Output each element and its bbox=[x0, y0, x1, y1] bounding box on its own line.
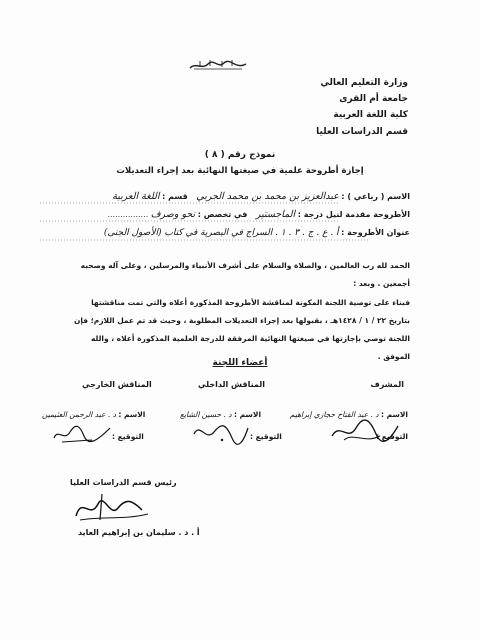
external-examiner-title: المناقش الخارجي bbox=[82, 380, 152, 389]
internal-sign-line bbox=[250, 432, 282, 441]
external-name-label: الاسم : bbox=[118, 410, 146, 419]
thesis-label: عنوان الأطروحة : bbox=[341, 228, 410, 237]
degree-value: الماجستير bbox=[255, 209, 296, 220]
dotted-fill: ................ bbox=[107, 210, 149, 219]
department-name: قسم الدراسات العليا bbox=[316, 127, 408, 137]
form-title: إجازة أطروحة علمية في صيغتها النهائية بعد إجراء التعديلات bbox=[116, 166, 364, 176]
specialization-value: نحو وصرف bbox=[150, 209, 196, 220]
head-role: رئيس قسم الدراسات العليا bbox=[70, 478, 177, 487]
body-paragraph: فبناء على توصية اللجنة المكونة لمناقشة الأطروحة المذكورة أعلاه والتي تمت مناقشتها بتاريخ ٢٢ / ١ / ١٤٢٨هـ ، بقبولها بعد إجراء التعديلات المطلوبة ، وحيث قد تم عمل اللازم؛ فإن اللجنة توصي بإجازتها في صيغتها النهائية المرفقة للدرجة العلمية المذكورة أعلاه ، والله الموفق . bbox=[73, 298, 410, 361]
internal-examiner-title: المناقش الداخلي bbox=[198, 380, 265, 389]
basmala-calligraphy bbox=[188, 58, 248, 72]
internal-examiner-signature bbox=[192, 420, 250, 446]
college-name: كلية اللغة العربية bbox=[333, 110, 408, 120]
specialization-label: في تخصص : bbox=[197, 210, 248, 219]
dept-label: قسم : bbox=[162, 192, 188, 201]
internal-name-label: الاسم : bbox=[234, 410, 262, 419]
dept-value: اللغة العربية bbox=[112, 191, 160, 202]
opening-paragraph: الحمد لله رب العالمين ، والصلاة والسلام على أشرف الأنبياء والمرسلين ، وعلى آله وصحبه أجمعين . وبعد : bbox=[80, 261, 410, 288]
name-label: الاسم ( رباعي ) : bbox=[341, 192, 410, 201]
handwriting-underlines bbox=[40, 203, 410, 243]
supervisor-name-label: الاسم : bbox=[380, 410, 408, 419]
university-name: جامعة أم القرى bbox=[339, 94, 408, 104]
head-name: أ . د . سليمان بن إبراهيم العايد bbox=[78, 528, 200, 537]
committee-title: أعضاء اللجنة bbox=[212, 358, 268, 368]
supervisor-title: المشرف bbox=[370, 380, 404, 389]
external-sign-line bbox=[112, 432, 144, 441]
external-examiner-signature bbox=[52, 422, 112, 446]
internal-name-line bbox=[180, 410, 261, 419]
head-signature bbox=[72, 490, 152, 524]
ministry-name: وزارة التعليم العالي bbox=[320, 78, 408, 88]
internal-sign-label: التوقيع : bbox=[250, 432, 282, 441]
external-examiner-name: د . عبد الرحمن العثيمين bbox=[42, 410, 116, 419]
thesis-value: أ . ع . ج . ٣ . ١ . السراج في البصرية في كتاب (الأصول الجنى) bbox=[103, 228, 339, 238]
external-name-line bbox=[42, 410, 145, 419]
external-sign-label: التوقيع : bbox=[112, 432, 144, 441]
degree-label: الأطروحة مقدمة لنيل درجة : bbox=[297, 210, 410, 219]
supervisor-name: د . عبد الفتاح حجازي إبراهيم bbox=[289, 410, 379, 419]
supervisor-signature bbox=[330, 418, 400, 446]
internal-examiner-name: د . حسين الشايع bbox=[180, 410, 232, 419]
form-number: نموذج رقم ( ٨ ) bbox=[204, 150, 276, 160]
name-value: عبدالعزيز بن محمد بن محمد الجربي bbox=[196, 191, 339, 202]
supervisor-sign-label: التوقيع : bbox=[376, 432, 408, 441]
